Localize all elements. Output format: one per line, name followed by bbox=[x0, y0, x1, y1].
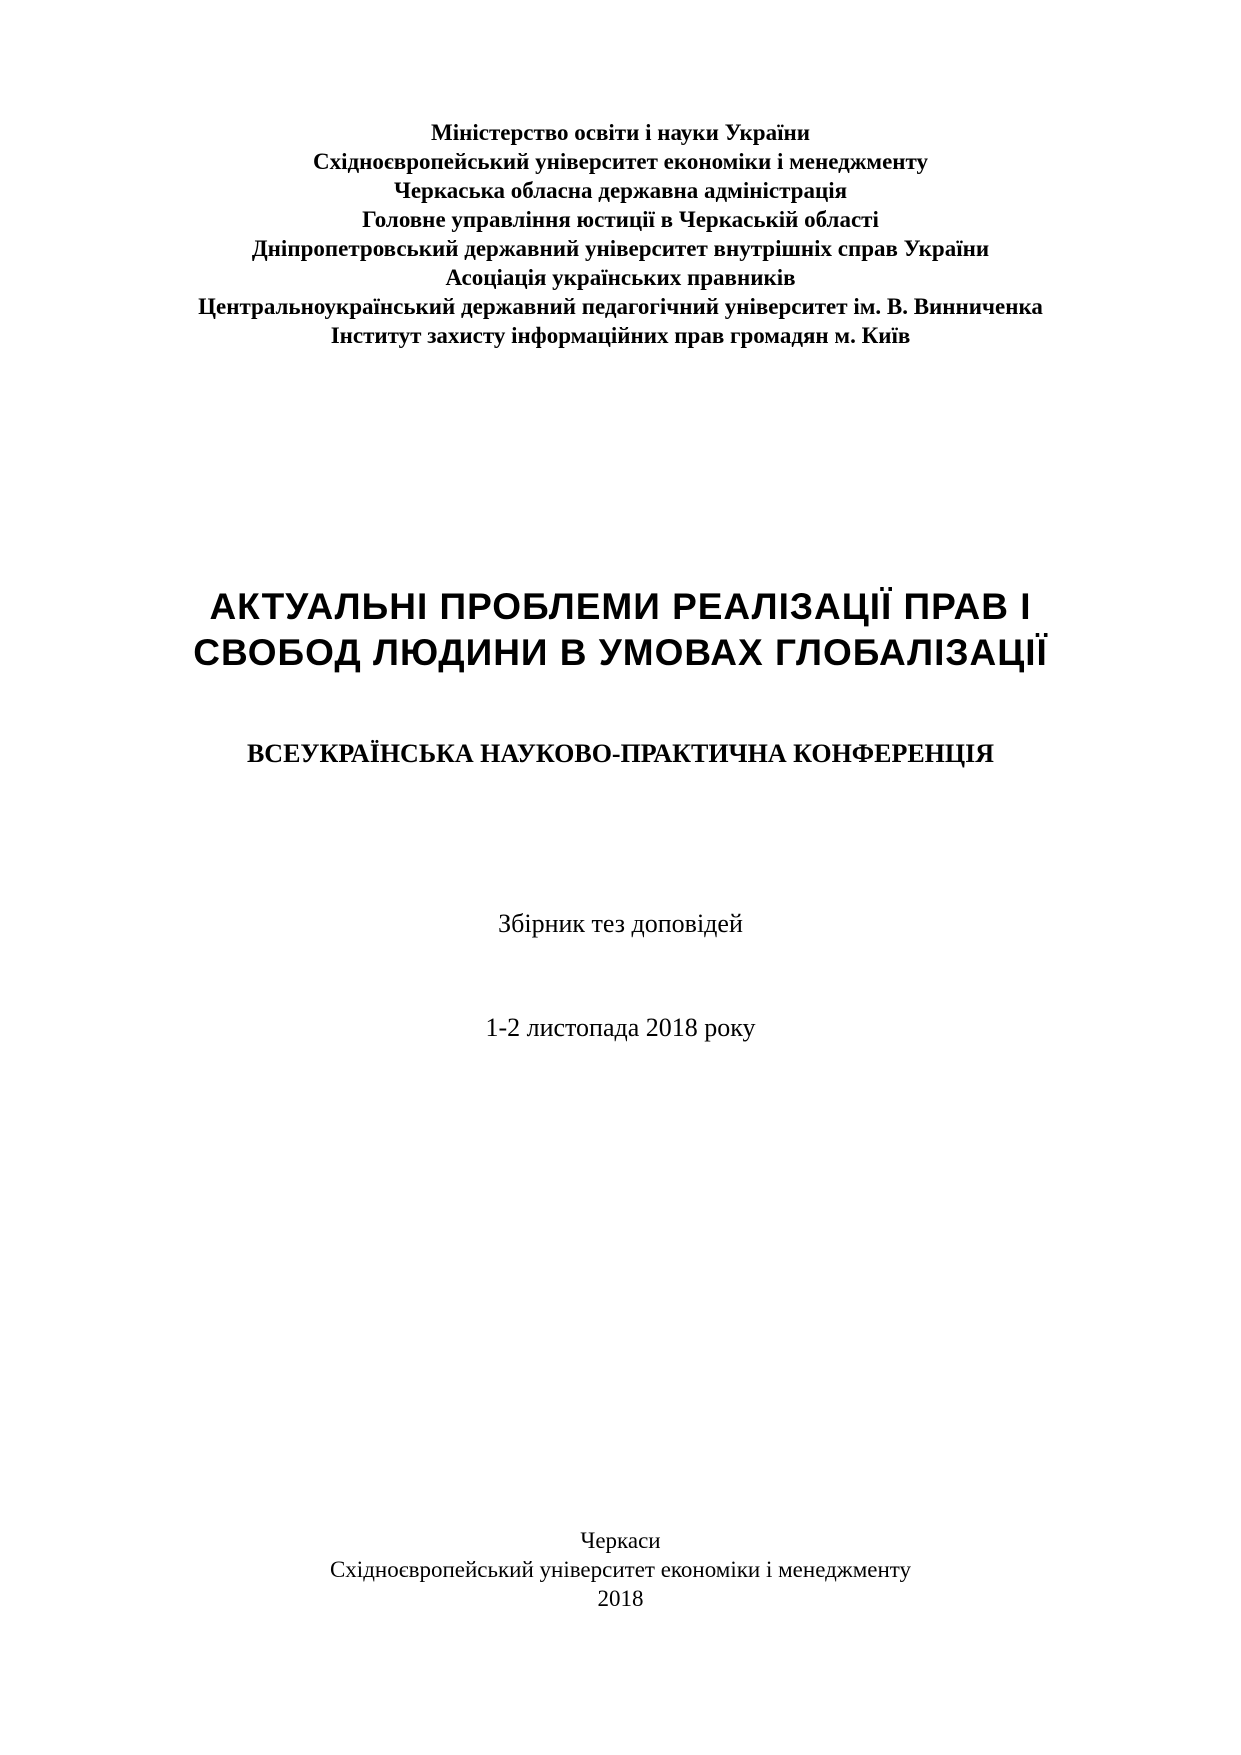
imprint-year: 2018 bbox=[597, 1586, 644, 1611]
collection-type: Збірник тез доповідей bbox=[498, 909, 743, 938]
organization-line: Інститут захисту інформаційних прав громадян м. Київ bbox=[330, 323, 911, 348]
conference-name: ВСЕУКРАЇНСЬКА НАУКОВО-ПРАКТИЧНА КОНФЕРЕНЦІЯ bbox=[246, 739, 995, 768]
document-title-line-2: СВОБОД ЛЮДИНИ В УМОВАХ ГЛОБАЛІЗАЦІЇ bbox=[193, 632, 1048, 673]
organization-line: Головне управління юстиції в Черкаській області bbox=[362, 207, 879, 232]
organizations-list bbox=[0, 118, 1241, 350]
organization-line: Східноєвропейський університет економіки і менеджменту bbox=[312, 149, 929, 174]
organization-line: Центральноукраїнський державний педагогічний університет ім. В. Винниченка bbox=[198, 294, 1043, 319]
organization-line: Черкаська обласна державна адміністрація bbox=[393, 178, 848, 203]
imprint-publisher: Східноєвропейський університет економіки і менеджменту bbox=[329, 1557, 912, 1582]
conference-date: 1-2 листопада 2018 року bbox=[485, 1013, 756, 1042]
organization-line: Дніпропетровський державний університет внутрішніх справ України bbox=[251, 236, 990, 261]
document-title-line-1: АКТУАЛЬНІ ПРОБЛЕМИ РЕАЛІЗАЦІЇ ПРАВ І bbox=[209, 586, 1032, 627]
imprint bbox=[0, 1526, 1241, 1613]
organization-line: Асоціація українських правників bbox=[445, 265, 796, 290]
document-title bbox=[0, 584, 1241, 676]
organization-line: Міністерство освіти і науки України bbox=[431, 120, 810, 145]
imprint-city: Черкаси bbox=[580, 1528, 661, 1553]
